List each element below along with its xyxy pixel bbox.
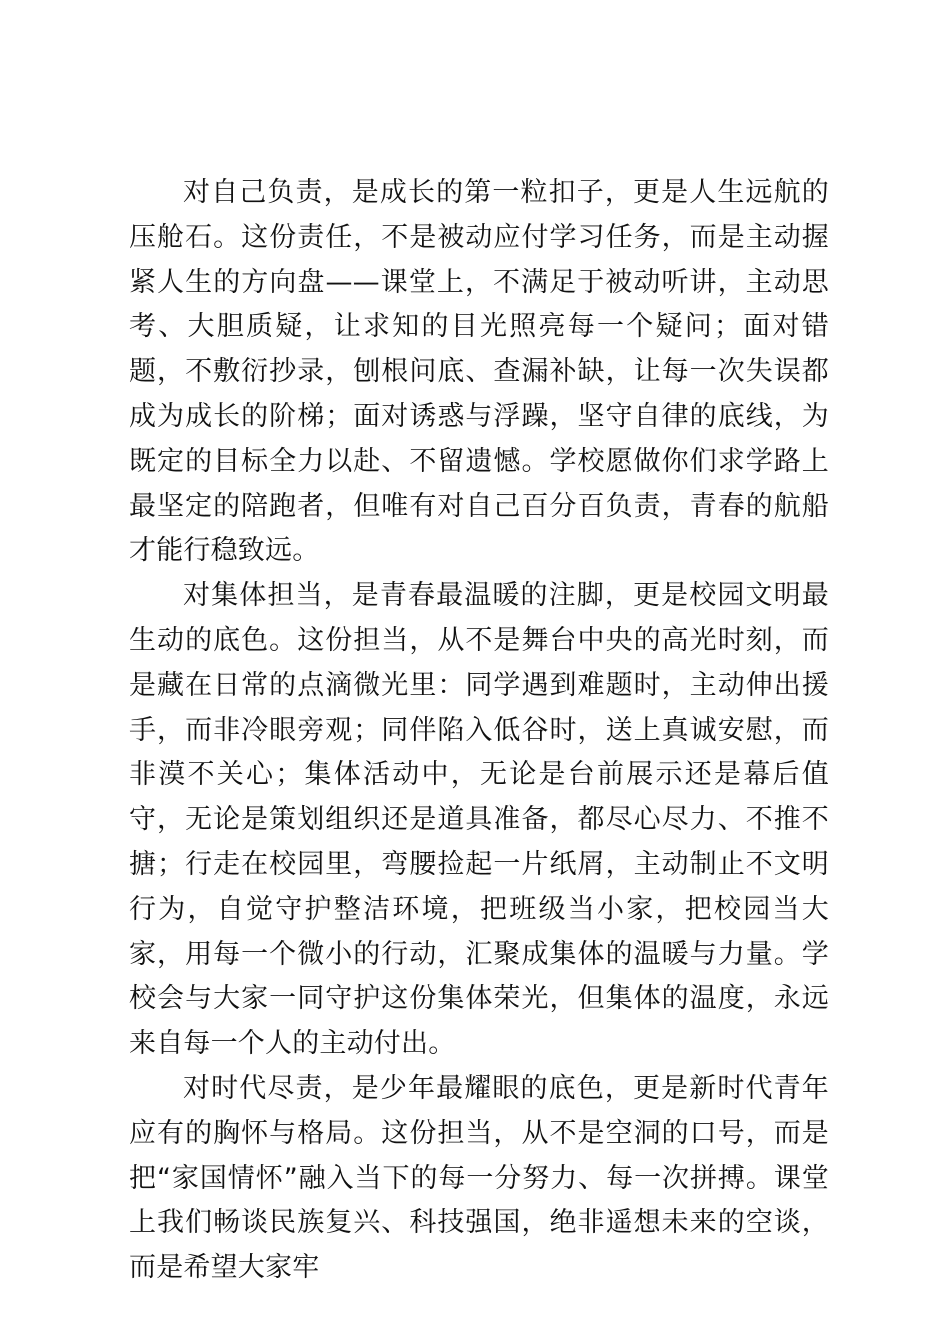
body-text — [129, 171, 829, 1291]
paragraph-era-responsibility: 对时代尽责，是少年最耀眼的底色，更是新时代青年应有的胸怀与格局。这份担当，从不是空洞的口号，而是把“家国情怀”融入当下的每一分努力、每一次拼搏。课堂上我们畅谈民族复兴、科技强国，绝非遥想未来的空谈，而是希望大家牢 — [129, 1072, 829, 1284]
paragraph-self-responsibility: 对自己负责，是成长的第一粒扣子，更是人生远航的压舱石。这份责任，不是被动应付学习任务，而是主动握紧人生的方向盘——课堂上，不满足于被动听讲，主动思考、大胆质疑，让求知的目光照亮每一个疑问；面对错题，不敷衍抄录，刨根问底、查漏补缺，让每一次失误都成为成长的阶梯；面对诱惑与浮躁，坚守自律的底线，为既定的目标全力以赴、不留遗憾。学校愿做你们求学路上最坚定的陪跑者，但唯有对自己百分百负责，青春的航船才能行稳致远。 — [129, 177, 829, 567]
paragraph-collective-responsibility: 对集体担当，是青春最温暖的注脚，更是校园文明最生动的底色。这份担当，从不是舞台中央的高光时刻，而是藏在日常的点滴微光里：同学遇到难题时，主动伸出援手，而非冷眼旁观；同伴陷入低谷时，送上真诚安慰，而非漠不关心；集体活动中，无论是台前展示还是幕后值守，无论是策划组织还是道具准备，都尽心尽力、不推不搪；行走在校园里，弯腰捡起一片纸屑，主动制止不文明行为，自觉守护整洁环境，把班级当小家，把校园当大家，用每一个微小的行动，汇聚成集体的温暖与力量。学校会与大家一同守护这份集体荣光，但集体的温度，永远来自每一个人的主动付出。 — [129, 580, 829, 1060]
